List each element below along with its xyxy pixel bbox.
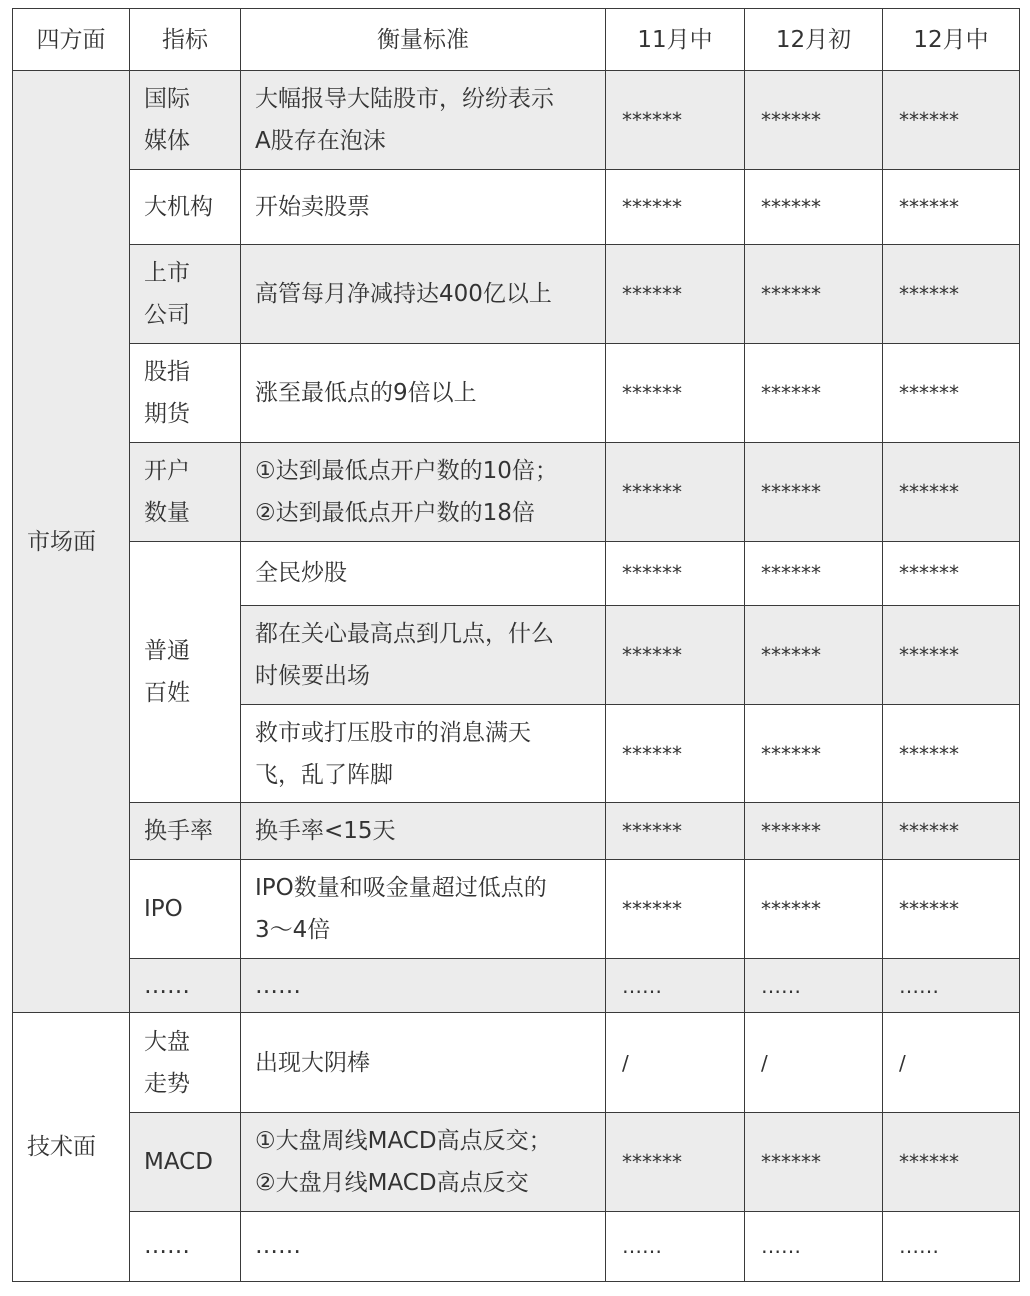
indicator-cell: 国际 媒体 [130, 71, 241, 170]
value-cell: ****** [745, 541, 883, 605]
indicator-cell: 普通 百姓 [130, 541, 241, 802]
value-cell: / [745, 1013, 883, 1112]
value-cell: ****** [606, 170, 745, 245]
indicator-cell: 大机构 [130, 170, 241, 245]
value-cell: ****** [883, 803, 1020, 860]
value-cell: …… [745, 1211, 883, 1281]
value-cell: ****** [883, 1112, 1020, 1211]
header-mid-dec: 12月中 [883, 9, 1020, 71]
header-mid-nov: 11月中 [606, 9, 745, 71]
value-cell: ****** [883, 605, 1020, 704]
criteria-cell: 开始卖股票 [241, 170, 606, 245]
criteria-cell: 换手率<15天 [241, 803, 606, 860]
value-cell: ****** [745, 245, 883, 344]
value-cell: ****** [883, 860, 1020, 959]
value-cell: ****** [745, 170, 883, 245]
indicator-cell: 换手率 [130, 803, 241, 860]
aspect-technical: 技术面 [13, 1013, 130, 1282]
table-row [13, 803, 1020, 860]
indicator-cell: 上市 公司 [130, 245, 241, 344]
value-cell: ****** [883, 170, 1020, 245]
criteria-cell: 全民炒股 [241, 541, 606, 605]
table-row [13, 71, 1020, 170]
indicator-cell: …… [130, 959, 241, 1013]
indicator-cell: …… [130, 1211, 241, 1281]
table-row [13, 442, 1020, 541]
header-indicator: 指标 [130, 9, 241, 71]
indicator-cell: 股指 期货 [130, 344, 241, 442]
aspect-market: 市场面 [13, 71, 130, 1013]
value-cell: ****** [606, 541, 745, 605]
value-cell: …… [606, 1211, 745, 1281]
table-row [13, 959, 1020, 1013]
criteria-cell: 救市或打压股市的消息满天 飞，乱了阵脚 [241, 705, 606, 803]
indicator-cell: 开户 数量 [130, 442, 241, 541]
criteria-cell: 都在关心最高点到几点，什么 时候要出场 [241, 605, 606, 704]
value-cell: ****** [606, 605, 745, 704]
criteria-cell: 涨至最低点的9倍以上 [241, 344, 606, 442]
value-cell: / [606, 1013, 745, 1112]
criteria-cell: 出现大阴棒 [241, 1013, 606, 1112]
header-row [13, 9, 1020, 71]
value-cell: ****** [883, 442, 1020, 541]
header-aspect: 四方面 [13, 9, 130, 71]
criteria-cell: ①达到最低点开户数的10倍； ②达到最低点开户数的18倍 [241, 442, 606, 541]
header-early-dec: 12月初 [745, 9, 883, 71]
table-row [13, 541, 1020, 605]
indicator-cell: 大盘 走势 [130, 1013, 241, 1112]
value-cell: …… [606, 959, 745, 1013]
value-cell: …… [883, 959, 1020, 1013]
value-cell: ****** [883, 71, 1020, 170]
value-cell: ****** [883, 245, 1020, 344]
table-row [13, 344, 1020, 442]
header-criteria: 衡量标准 [241, 9, 606, 71]
table-row [13, 1013, 1020, 1112]
value-cell: ****** [745, 705, 883, 803]
value-cell: ****** [883, 344, 1020, 442]
criteria-cell: 高管每月净减持达400亿以上 [241, 245, 606, 344]
value-cell: ****** [606, 245, 745, 344]
value-cell: ****** [606, 860, 745, 959]
value-cell: ****** [606, 344, 745, 442]
table-row [13, 170, 1020, 245]
value-cell: ****** [745, 71, 883, 170]
value-cell: …… [883, 1211, 1020, 1281]
value-cell: ****** [606, 442, 745, 541]
value-cell: …… [745, 959, 883, 1013]
value-cell: ****** [745, 803, 883, 860]
value-cell: / [883, 1013, 1020, 1112]
criteria-cell: 大幅报导大陆股市，纷纷表示 A股存在泡沫 [241, 71, 606, 170]
criteria-cell: …… [241, 959, 606, 1013]
table-row [13, 1211, 1020, 1281]
table-row [13, 245, 1020, 344]
value-cell: ****** [883, 705, 1020, 803]
table-row [13, 860, 1020, 959]
value-cell: ****** [745, 605, 883, 704]
criteria-cell: ①大盘周线MACD高点反交； ②大盘月线MACD高点反交 [241, 1112, 606, 1211]
value-cell: ****** [883, 541, 1020, 605]
value-cell: ****** [745, 860, 883, 959]
value-cell: ****** [606, 803, 745, 860]
indicator-cell: IPO [130, 860, 241, 959]
value-cell: ****** [606, 71, 745, 170]
criteria-cell: …… [241, 1211, 606, 1281]
value-cell: ****** [745, 442, 883, 541]
criteria-cell: IPO数量和吸金量超过低点的 3～4倍 [241, 860, 606, 959]
value-cell: ****** [745, 1112, 883, 1211]
value-cell: ****** [745, 344, 883, 442]
value-cell: ****** [606, 1112, 745, 1211]
value-cell: ****** [606, 705, 745, 803]
table-row [13, 1112, 1020, 1211]
indicator-table [12, 8, 1020, 1282]
indicator-cell: MACD [130, 1112, 241, 1211]
